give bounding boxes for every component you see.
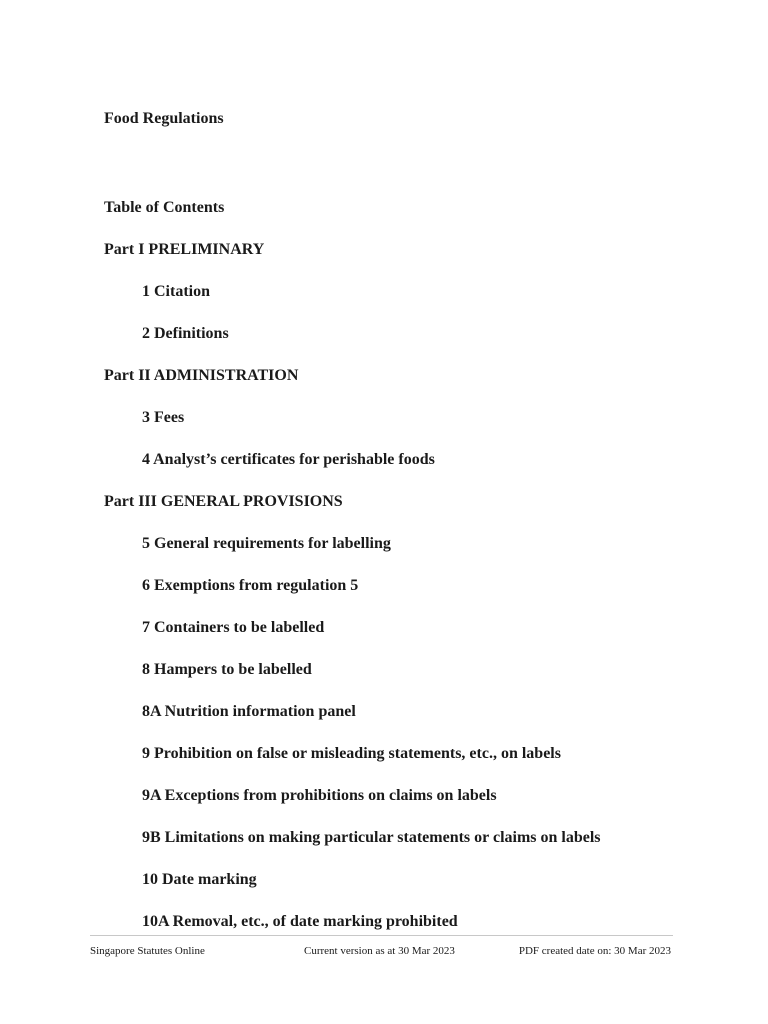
toc-regulation-link[interactable]: 7 Containers to be labelled [142, 619, 325, 636]
toc-regulation-link[interactable]: 10 Date marking [142, 871, 257, 888]
toc-regulation-link[interactable]: 6 Exemptions from regulation 5 [142, 577, 359, 594]
footer-source: Singapore Statutes Online [90, 945, 205, 957]
toc-part-heading[interactable]: Part III GENERAL PROVISIONS [104, 493, 343, 510]
footer-created-date: PDF created date on: 30 Mar 2023 [518, 945, 671, 957]
toc-heading: Table of Contents [104, 199, 225, 216]
toc-regulation-link[interactable]: 1 Citation [142, 283, 210, 300]
toc-regulation-link[interactable]: 3 Fees [142, 409, 185, 426]
footer-divider [90, 935, 673, 936]
toc-regulation-link[interactable]: 8A Nutrition information panel [142, 703, 356, 720]
footer-version: Current version as at 30 Mar 2023 [304, 945, 455, 957]
toc-part-heading[interactable]: Part II ADMINISTRATION [104, 367, 299, 384]
toc-regulation-link[interactable]: 9A Exceptions from prohibitions on claims on labels [142, 787, 497, 804]
toc-regulation-link[interactable]: 5 General requirements for labelling [142, 535, 391, 552]
document-title: Food Regulations [104, 110, 224, 127]
toc-regulation-link[interactable]: 9 Prohibition on false or misleading statements, etc., on labels [142, 745, 561, 762]
toc-regulation-link[interactable]: 2 Definitions [142, 325, 229, 342]
toc-part-heading[interactable]: Part I PRELIMINARY [104, 241, 265, 258]
toc-regulation-link[interactable]: 4 Analyst’s certificates for perishable foods [142, 451, 435, 468]
toc-regulation-link[interactable]: 10A Removal, etc., of date marking prohibited [142, 913, 458, 930]
toc-regulation-link[interactable]: 9B Limitations on making particular statements or claims on labels [142, 829, 601, 846]
table-of-contents [104, 240, 601, 954]
toc-regulation-link[interactable]: 8 Hampers to be labelled [142, 661, 312, 678]
